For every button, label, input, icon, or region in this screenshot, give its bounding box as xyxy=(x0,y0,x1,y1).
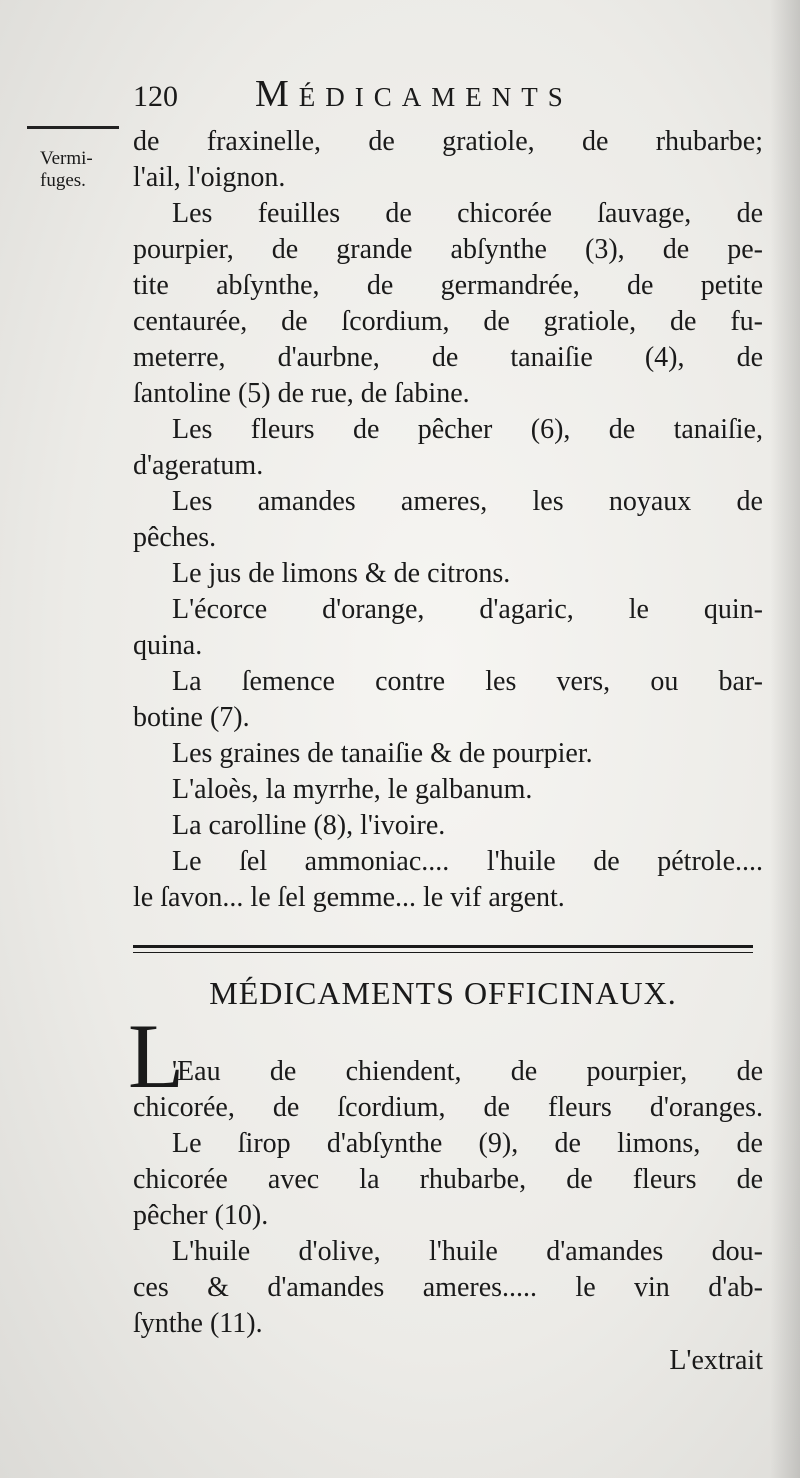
drop-cap: L xyxy=(128,1005,185,1107)
text-line: de fraxinelle, de gratiole, de rhubarbe; xyxy=(133,126,763,157)
text-line: pourpier, de grande abſynthe (3), de pe- xyxy=(133,234,763,265)
text-line: Le ſel ammoniac.... l'huile de pétrole.... xyxy=(172,846,763,877)
text-line: Les amandes ameres, les noyaux de xyxy=(172,486,763,517)
text-line: ſynthe (11). xyxy=(133,1308,263,1339)
text-line: Le jus de limons & de citrons. xyxy=(172,558,511,589)
text-line: centaurée, de ſcordium, de gratiole, de fu- xyxy=(133,306,763,337)
text-line: L'écorce d'orange, d'agaric, le quin- xyxy=(172,594,763,625)
text-line: d'ageratum. xyxy=(133,450,264,481)
margin-note-line-2: fuges. xyxy=(40,170,86,191)
margin-rule xyxy=(27,126,119,129)
text-line: Le ſirop d'abſynthe (9), de limons, de xyxy=(172,1128,763,1159)
text-line: l'ail, l'oignon. xyxy=(133,162,286,193)
page-header xyxy=(133,70,773,120)
text-line: meterre, d'aurbne, de tanaiſie (4), de xyxy=(133,342,763,373)
text-line: quina. xyxy=(133,630,203,661)
text-line: Les feuilles de chicorée ſauvage, de xyxy=(172,198,763,229)
section-rule-thick xyxy=(133,945,753,948)
page-number: 120 xyxy=(133,80,178,113)
text-line: L'huile d'olive, l'huile d'amandes dou- xyxy=(172,1236,763,1267)
text-line: le ſavon... le ſel gemme... le vif argent. xyxy=(133,882,565,913)
text-line: La carolline (8), l'ivoire. xyxy=(172,810,446,841)
text-line: tite abſynthe, de germandrée, de petite xyxy=(133,270,763,301)
margin-note xyxy=(40,148,130,192)
text-line: chicorée avec la rhubarbe, de fleurs de xyxy=(133,1164,763,1195)
text-line: Les fleurs de pêcher (6), de tanaiſie, xyxy=(172,414,763,445)
text-line: chicorée, de ſcordium, de fleurs d'oranges. xyxy=(133,1092,763,1123)
text-line: L'aloès, la myrrhe, le galbanum. xyxy=(172,774,533,805)
text-line: pêcher (10). xyxy=(133,1200,269,1231)
text-line: La ſemence contre les vers, ou bar- xyxy=(172,666,763,697)
text-line: pêches. xyxy=(133,522,217,553)
section-rule-thin xyxy=(133,952,753,953)
running-head: Médicaments xyxy=(255,73,573,115)
catchword: L'extrait xyxy=(669,1345,763,1376)
text-line: Les graines de tanaiſie & de pourpier. xyxy=(172,738,593,769)
text-line: 'Eau de chiendent, de pourpier, de xyxy=(172,1056,763,1087)
margin-note-line-1: Vermi- xyxy=(40,148,93,169)
text-line: ces & d'amandes ameres..... le vin d'ab- xyxy=(133,1272,763,1303)
page-edge-shadow xyxy=(770,0,800,1478)
section-title: MÉDICAMENTS OFFICINAUX. xyxy=(209,975,677,1011)
text-line: botine (7). xyxy=(133,702,250,733)
text-line: ſantoline (5) de rue, de ſabine. xyxy=(133,378,470,409)
